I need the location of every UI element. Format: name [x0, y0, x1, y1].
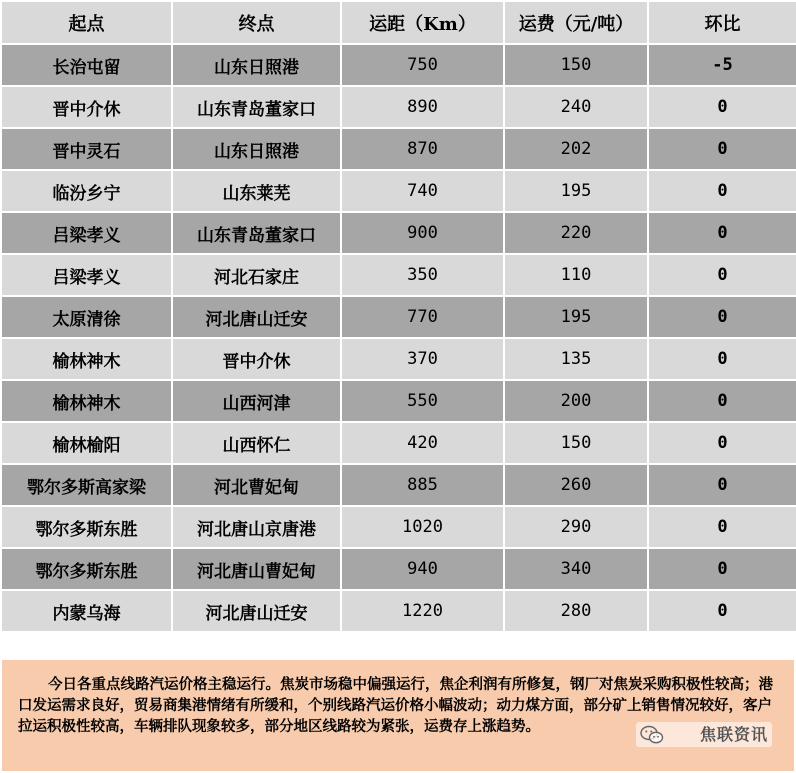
cell-change: 0: [648, 590, 796, 632]
cell-fare: 110: [504, 254, 648, 296]
cell-distance: 940: [341, 548, 504, 590]
cell-origin: 鄂尔多斯东胜: [1, 548, 172, 590]
cell-change: 0: [648, 296, 796, 338]
watermark: [636, 722, 772, 747]
cell-origin: 晋中灵石: [1, 128, 172, 170]
cell-change: 0: [648, 464, 796, 506]
cell-destination: 河北唐山京唐港: [172, 506, 341, 548]
commentary-text: 今日各重点线路汽运价格主稳运行。焦炭市场稳中偏强运行，焦企利润有所修复，钢厂对焦炭采购积极性较高；港口发运需求良好，贸易商集港情绪有所缓和，个别线路汽运价格小幅波动；动力煤方面，部分矿上销售情况较好，客户拉运积极性较高，车辆排队现象较多，部分地区线路较为紧张，运费存上涨趋势。: [18, 676, 773, 735]
cell-fare: 150: [504, 44, 648, 86]
cell-origin: 吕梁孝义: [1, 212, 172, 254]
cell-change: 0: [648, 254, 796, 296]
cell-change: 0: [648, 506, 796, 548]
table-body: [1, 44, 796, 632]
cell-distance: 550: [341, 380, 504, 422]
table-row: [1, 254, 796, 296]
table-row: [1, 464, 796, 506]
table-row: [1, 590, 796, 632]
cell-fare: 290: [504, 506, 648, 548]
header-destination: 终点: [172, 1, 341, 44]
cell-change: -5: [648, 44, 796, 86]
cell-distance: 350: [341, 254, 504, 296]
cell-change: 0: [648, 170, 796, 212]
cell-distance: 885: [341, 464, 504, 506]
cell-destination: 河北石家庄: [172, 254, 341, 296]
table-row: [1, 548, 796, 590]
cell-change: 0: [648, 86, 796, 128]
cell-distance: 750: [341, 44, 504, 86]
cell-origin: 榆林榆阳: [1, 422, 172, 464]
cell-origin: 太原清徐: [1, 296, 172, 338]
cell-fare: 220: [504, 212, 648, 254]
header-change: 环比: [648, 1, 796, 44]
cell-distance: 420: [341, 422, 504, 464]
cell-change: 0: [648, 380, 796, 422]
cell-destination: 山东莱芜: [172, 170, 341, 212]
cell-fare: 240: [504, 86, 648, 128]
cell-distance: 900: [341, 212, 504, 254]
cell-destination: 山西怀仁: [172, 422, 341, 464]
cell-distance: 770: [341, 296, 504, 338]
cell-origin: 鄂尔多斯东胜: [1, 506, 172, 548]
table-row: [1, 170, 796, 212]
cell-change: 0: [648, 422, 796, 464]
cell-origin: 晋中介休: [1, 86, 172, 128]
watermark-text: 焦联资讯: [699, 725, 768, 744]
cell-origin: 鄂尔多斯高家梁: [1, 464, 172, 506]
cell-destination: 晋中介休: [172, 338, 341, 380]
cell-distance: 890: [341, 86, 504, 128]
cell-origin: 长治屯留: [1, 44, 172, 86]
table-row: [1, 86, 796, 128]
cell-change: 0: [648, 338, 796, 380]
cell-destination: 山东青岛董家口: [172, 86, 341, 128]
cell-fare: 135: [504, 338, 648, 380]
table-row: [1, 212, 796, 254]
cell-fare: 280: [504, 590, 648, 632]
cell-fare: 200: [504, 380, 648, 422]
cell-origin: 吕梁孝义: [1, 254, 172, 296]
cell-origin: 榆林神木: [1, 338, 172, 380]
table-row: [1, 44, 796, 86]
cell-fare: 195: [504, 296, 648, 338]
table-header-row: [1, 1, 796, 44]
header-fare: 运费（元/吨）: [504, 1, 648, 44]
wechat-icon: [640, 725, 664, 745]
cell-change: 0: [648, 212, 796, 254]
cell-destination: 河北唐山曹妃甸: [172, 548, 341, 590]
cell-origin: 榆林神木: [1, 380, 172, 422]
cell-destination: 河北唐山迁安: [172, 590, 341, 632]
cell-distance: 1220: [341, 590, 504, 632]
cell-destination: 山东日照港: [172, 128, 341, 170]
header-origin: 起点: [1, 1, 172, 44]
cell-fare: 150: [504, 422, 648, 464]
table-row: [1, 296, 796, 338]
cell-destination: 山东日照港: [172, 44, 341, 86]
cell-origin: 临汾乡宁: [1, 170, 172, 212]
cell-destination: 山西河津: [172, 380, 341, 422]
cell-fare: 340: [504, 548, 648, 590]
cell-change: 0: [648, 128, 796, 170]
cell-distance: 1020: [341, 506, 504, 548]
cell-destination: 河北曹妃甸: [172, 464, 341, 506]
cell-destination: 山东青岛董家口: [172, 212, 341, 254]
cell-change: 0: [648, 548, 796, 590]
table-row: [1, 506, 796, 548]
cell-fare: 195: [504, 170, 648, 212]
table-row: [1, 128, 796, 170]
cell-fare: 202: [504, 128, 648, 170]
table-row: [1, 380, 796, 422]
cell-destination: 河北唐山迁安: [172, 296, 341, 338]
cell-origin: 内蒙乌海: [1, 590, 172, 632]
cell-distance: 370: [341, 338, 504, 380]
cell-distance: 870: [341, 128, 504, 170]
cell-fare: 260: [504, 464, 648, 506]
cell-distance: 740: [341, 170, 504, 212]
table-row: [1, 338, 796, 380]
table-row: [1, 422, 796, 464]
header-distance: 运距（Km）: [341, 1, 504, 44]
market-commentary: [2, 660, 794, 771]
